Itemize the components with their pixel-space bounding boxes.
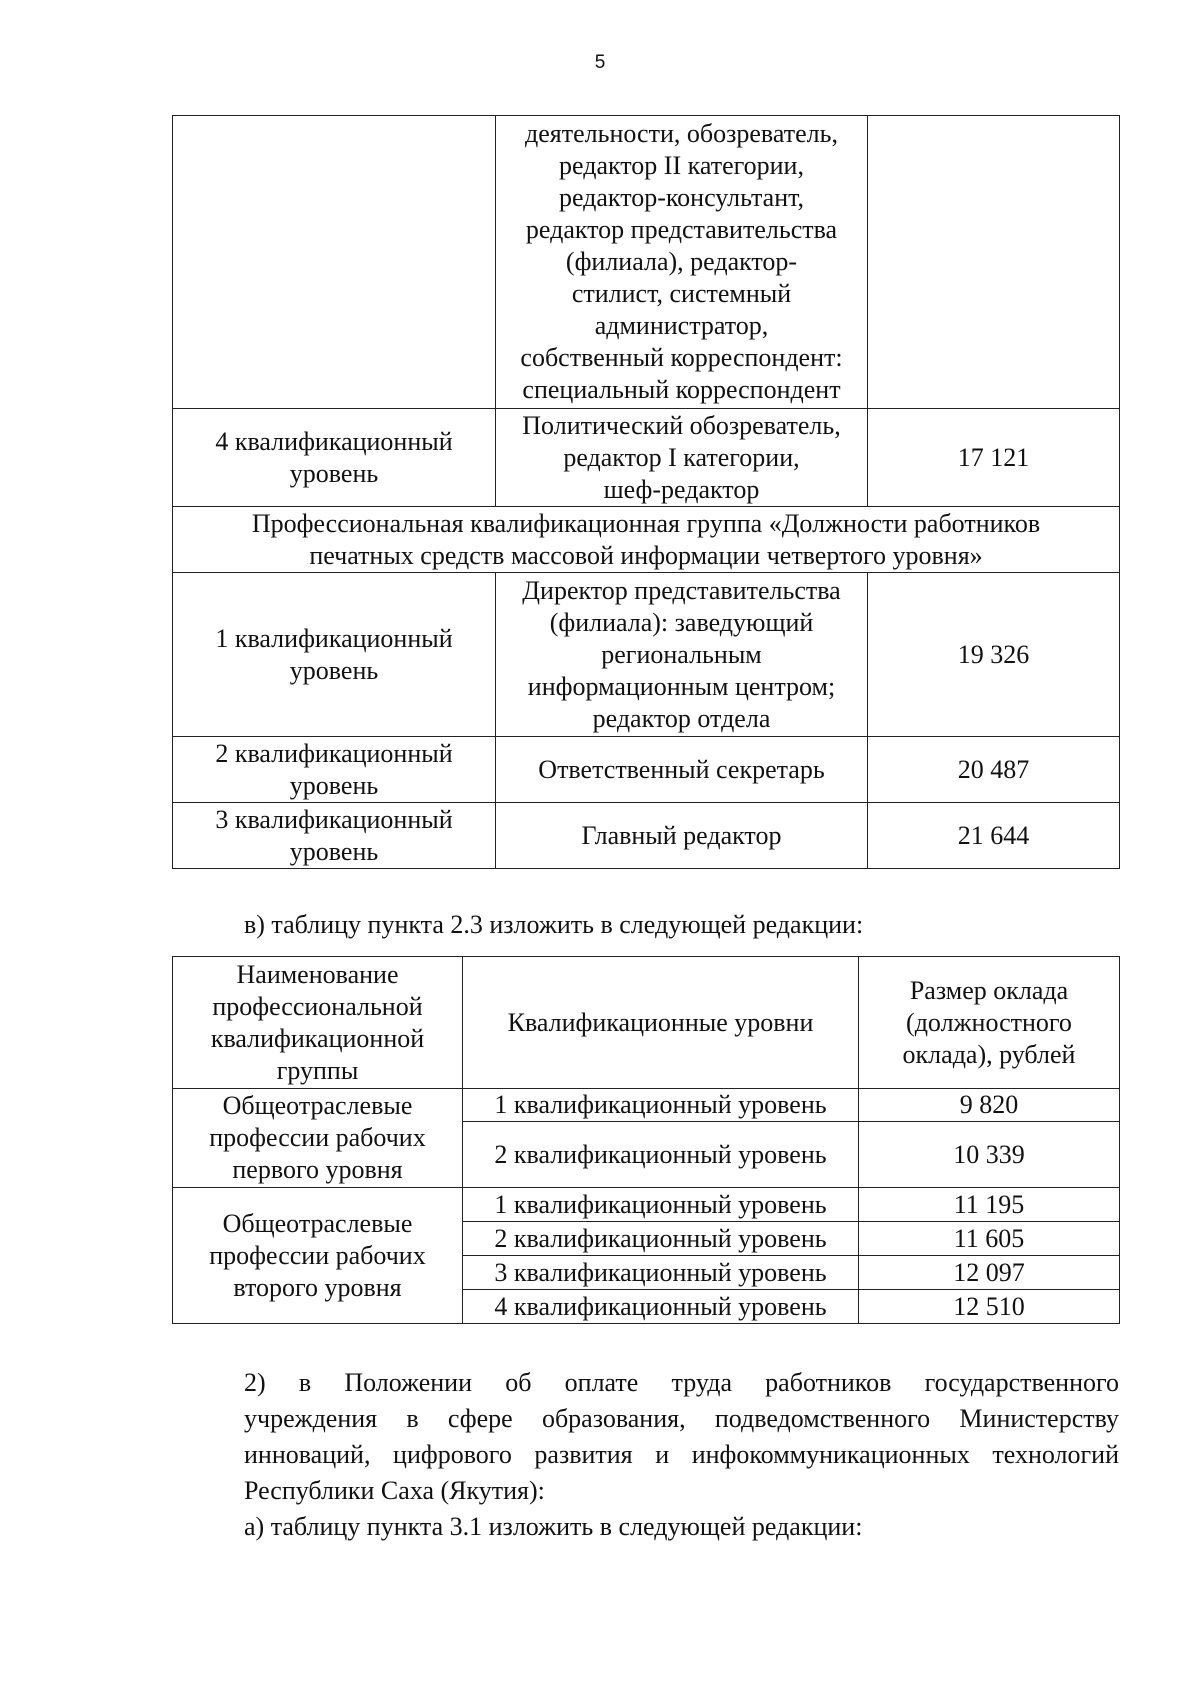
salary-cell <box>868 116 1120 409</box>
header-salary: Размер оклада (должностного оклада), рублей <box>859 957 1120 1089</box>
salary-cell: 10 339 <box>859 1122 1120 1188</box>
salary-cell: 11 605 <box>859 1222 1120 1256</box>
level-cell: 4 квалификационный уровень <box>463 1290 859 1324</box>
table-row <box>173 737 1120 803</box>
positions-cell: Политический обозреватель, редактор I категории, шеф-редактор <box>496 409 868 507</box>
table-row <box>173 1188 1120 1222</box>
level-cell: 1 квалификационный уровень <box>463 1188 859 1222</box>
group-name-cell: Общеотраслевые профессии рабочих второго уровня <box>173 1188 463 1324</box>
intro-paragraph-b: в) таблицу пункта 2.3 изложить в следующей редакции: <box>244 910 864 939</box>
salary-table-workers <box>172 956 1120 1324</box>
group-header-row <box>173 507 1120 573</box>
salary-table-media <box>172 115 1120 869</box>
paragraph-line: инноваций, цифрового развития и инфокоммуникационных технологий <box>244 1440 1119 1469</box>
table-row <box>173 573 1120 737</box>
paragraph-line: 2) в Положении об оплате труда работников государственного <box>244 1368 1119 1397</box>
salary-cell: 20 487 <box>868 737 1120 803</box>
table-row <box>173 1089 1120 1122</box>
level-cell: 1 квалификационный уровень <box>173 573 496 737</box>
salary-cell: 11 195 <box>859 1188 1120 1222</box>
page-number: 5 <box>594 52 606 73</box>
level-cell: 3 квалификационный уровень <box>463 1256 859 1290</box>
header-levels: Квалификационные уровни <box>463 957 859 1089</box>
table-header-row <box>173 957 1120 1089</box>
level-cell: 1 квалификационный уровень <box>463 1089 859 1122</box>
level-cell: 3 квалификационный уровень <box>173 803 496 869</box>
positions-cell: Главный редактор <box>496 803 868 869</box>
positions-cell: Ответственный секретарь <box>496 737 868 803</box>
group-header-cell: Профессиональная квалификационная группа «Должности работников печатных средств массовой информации четвертого уровня» <box>173 507 1120 573</box>
salary-cell: 12 510 <box>859 1290 1120 1324</box>
paragraph-2 <box>172 1365 1119 1509</box>
table-row <box>173 409 1120 507</box>
group-name-cell: Общеотраслевые профессии рабочих первого уровня <box>173 1089 463 1188</box>
salary-cell: 9 820 <box>859 1089 1120 1122</box>
paragraph-line: учреждения в сфере образования, подведомственного Министерству <box>244 1404 1119 1433</box>
level-cell: 2 квалификационный уровень <box>463 1222 859 1256</box>
salary-cell: 17 121 <box>868 409 1120 507</box>
level-cell: 2 квалификационный уровень <box>463 1122 859 1188</box>
table-row <box>173 116 1120 409</box>
header-group: Наименование профессиональной квалификационной группы <box>173 957 463 1089</box>
salary-cell: 19 326 <box>868 573 1120 737</box>
intro-paragraph-c: а) таблицу пункта 3.1 изложить в следующей редакции: <box>244 1512 863 1541</box>
paragraph-line: Республики Саха (Якутия): <box>244 1476 545 1505</box>
salary-cell: 21 644 <box>868 803 1120 869</box>
positions-cell: деятельности, обозреватель, редактор II категории, редактор-консультант, редактор представительства (филиала), редактор- стилист, системный администратор, собственный корреспондент: специальный корреспондент <box>496 116 868 409</box>
level-cell <box>173 116 496 409</box>
salary-cell: 12 097 <box>859 1256 1120 1290</box>
table-row <box>173 803 1120 869</box>
level-cell: 2 квалификационный уровень <box>173 737 496 803</box>
level-cell: 4 квалификационный уровень <box>173 409 496 507</box>
positions-cell: Директор представительства (филиала): заведующий региональным информационным центром; редактор отдела <box>496 573 868 737</box>
